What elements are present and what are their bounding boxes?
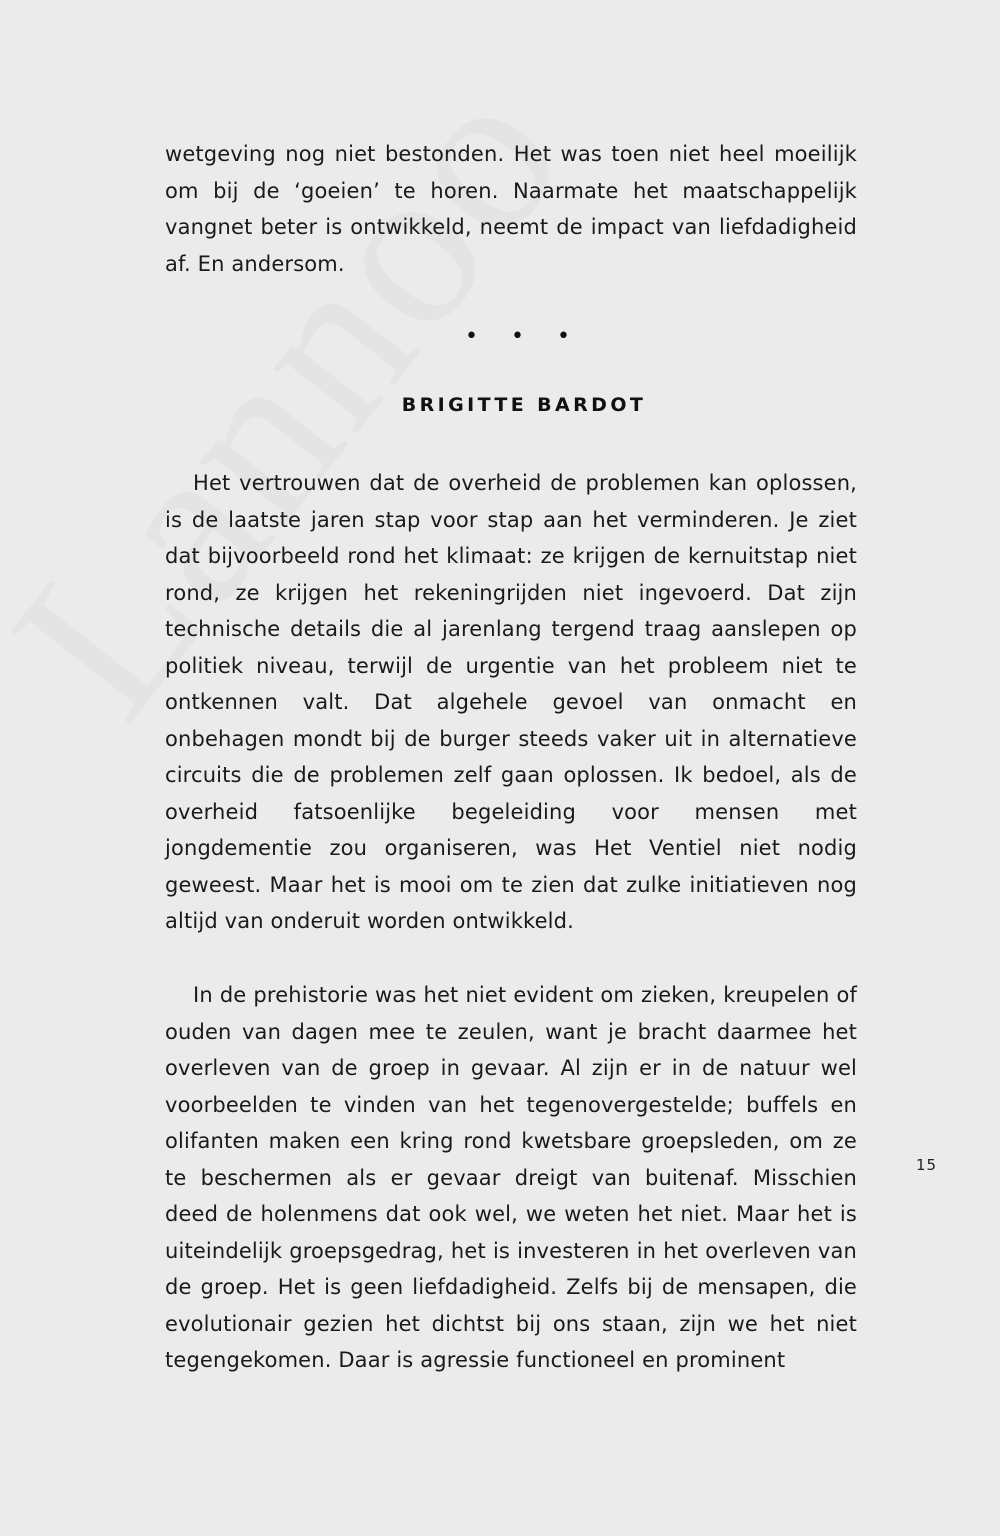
- section-separator: • • •: [465, 324, 583, 349]
- intro-paragraph: wetgeving nog niet bestonden. Het was toen niet heel moeilijk om bij de ‘goeien’ te horen. Naarmate het maatschappelijk vangnet beter is ontwikkeld, neemt de impact van liefdadigheid af. En andersom.: [165, 142, 857, 276]
- body-paragraph-1: Het vertrouwen dat de overheid de problemen kan oplossen, is de laatste jaren stap voor stap aan het verminderen. Je ziet dat bijvoorbeeld rond het klimaat: ze krijgen de kernuitstap niet rond, ze krijgen het rekeningrijden niet ingevoerd. Dat zijn technische details die al jarenlang tergend traag aanslepen op politiek niveau, terwijl de urgentie van het probleem niet te ontkennen valt. Dat algehele gevoel van onmacht en onbehagen mondt bij de burger steeds vaker uit in alternatieve circuits die de problemen zelf gaan oplossen. Ik bedoel, als de overheid fatsoenlijke begeleiding voor mensen met jongdementie zou organiseren, was Het Ventiel niet nodig geweest. Maar het is mooi om te zien dat zulke initiatieven nog altijd van onderuit worden ontwikkeld.: [165, 471, 857, 933]
- page-number: 15: [916, 1156, 938, 1174]
- section-heading: BRIGITTE BARDOT: [401, 394, 647, 416]
- body-paragraph-2: In de prehistorie was het niet evident om zieken, kreupelen of ouden van dagen mee te zeulen, want je bracht daarmee het overleven van de groep in gevaar. Al zijn er in de natuur wel voorbeelden te vinden van het tegenovergestelde; buffels en olifanten maken een kring rond kwetsbare groepsleden, om ze te beschermen als er gevaar dreigt van buitenaf. Misschien deed de holenmens dat ook wel, we weten het niet. Maar het is uiteindelijk groepsgedrag, het is investeren in het overleven van de groep. Het is geen liefdadigheid. Zelfs bij de mensapen, die evolutionair gezien het dichtst bij ons staan, zijn we het niet tegengekomen. Daar is agressie functioneel en prominent: [165, 983, 857, 1372]
